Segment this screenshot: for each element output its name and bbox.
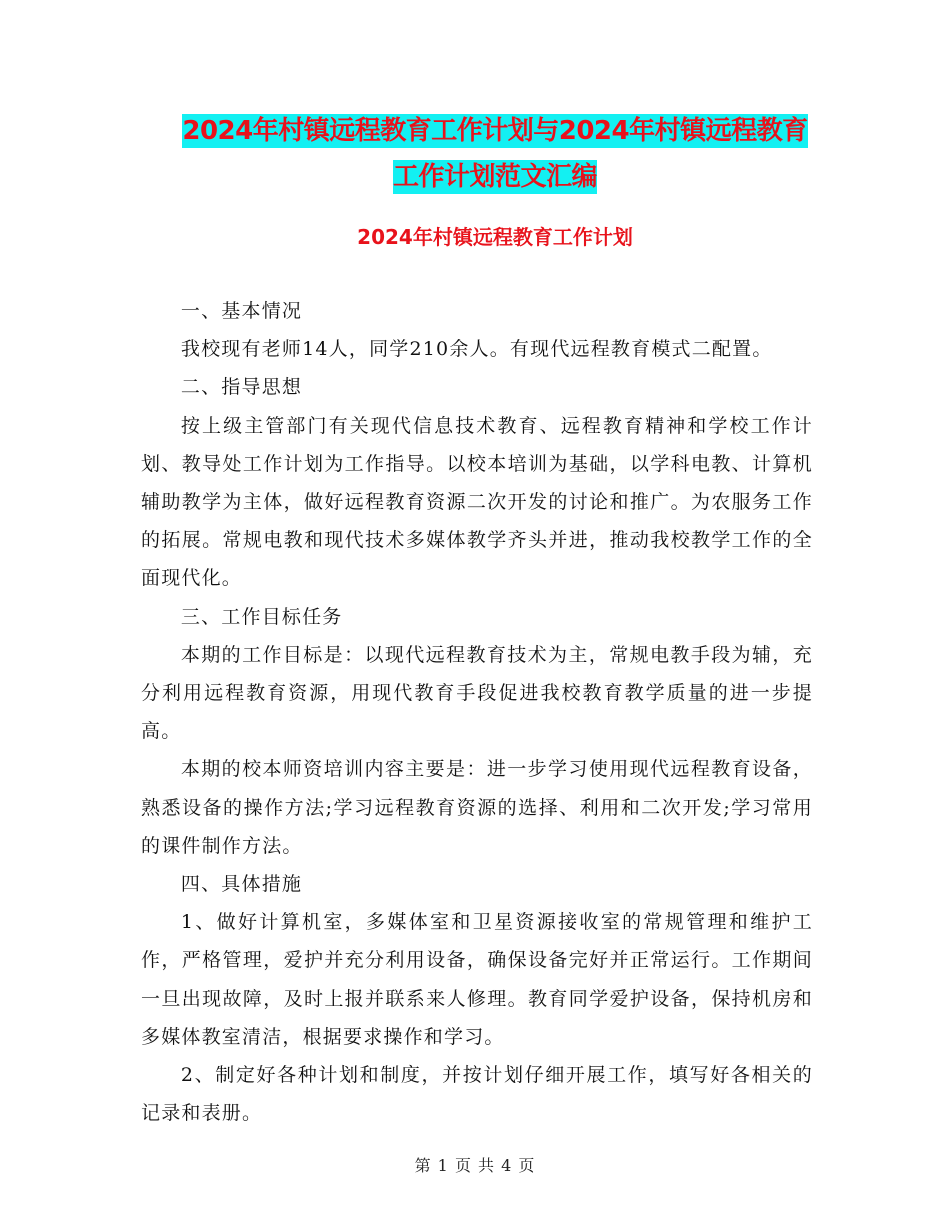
- document-title-line-2: 工作计划范文汇编: [392, 162, 597, 192]
- heading-basic-situation: 一、基本情况: [180, 300, 303, 322]
- paragraph-training-content: 本期的校本师资培训内容主要是：进一步学习使用现代远程教育设备，熟悉设备的操作方法;学习远程教育资源的选择、利用和二次开发;学习常用的课件制作方法。: [141, 758, 813, 857]
- page-number: 第 1 页 共 4 页: [414, 1156, 536, 1175]
- document-body: [141, 292, 813, 1132]
- heading-work-goals: 三、工作目标任务: [180, 605, 343, 628]
- document-title: [140, 108, 850, 200]
- document-title-line-1: 2024年村镇远程教育工作计划与2024年村镇远程教育: [182, 116, 808, 146]
- paragraph-measure-1: 1、做好计算机室，多媒体室和卫星资源接收室的常规管理和维护工作，严格管理，爱护并充分利用设备，确保设备完好并正常运行。工作期间一旦出现故障，及时上报并联系来人修理。教育同学爱护设备，保持机房和多媒体教室清洁，根据要求操作和学习。: [141, 911, 813, 1048]
- heading-guiding-thought: 二、指导思想: [180, 376, 303, 399]
- paragraph-measure-2: 2、制定好各种计划和制度，并按计划仔细开展工作，填写好各相关的记录和表册。: [141, 1064, 813, 1125]
- page-footer: [0, 1154, 950, 1178]
- paragraph-work-goals: 本期的工作目标是：以现代远程教育技术为主，常规电教手段为辅，充分利用远程教育资源，用现代教育手段促进我校教育教学质量的进一步提高。: [141, 643, 813, 743]
- section-title: 2024年村镇远程教育工作计划: [357, 225, 633, 249]
- paragraph-guiding-thought: 按上级主管部门有关现代信息技术教育、远程教育精神和学校工作计划、教导处工作计划为工作指导。以校本培训为基础，以学科电教、计算机辅助教学为主体，做好远程教育资源二次开发的讨论和推广。为农服务工作的拓展。常规电教和现代技术多媒体教学齐头并进，推动我校教学工作的全面现代化。: [141, 414, 813, 590]
- paragraph-basic-situation: 我校现有老师14人，同学210余人。有现代远程教育模式二配置。: [180, 338, 773, 361]
- heading-specific-measures: 四、具体措施: [180, 873, 303, 896]
